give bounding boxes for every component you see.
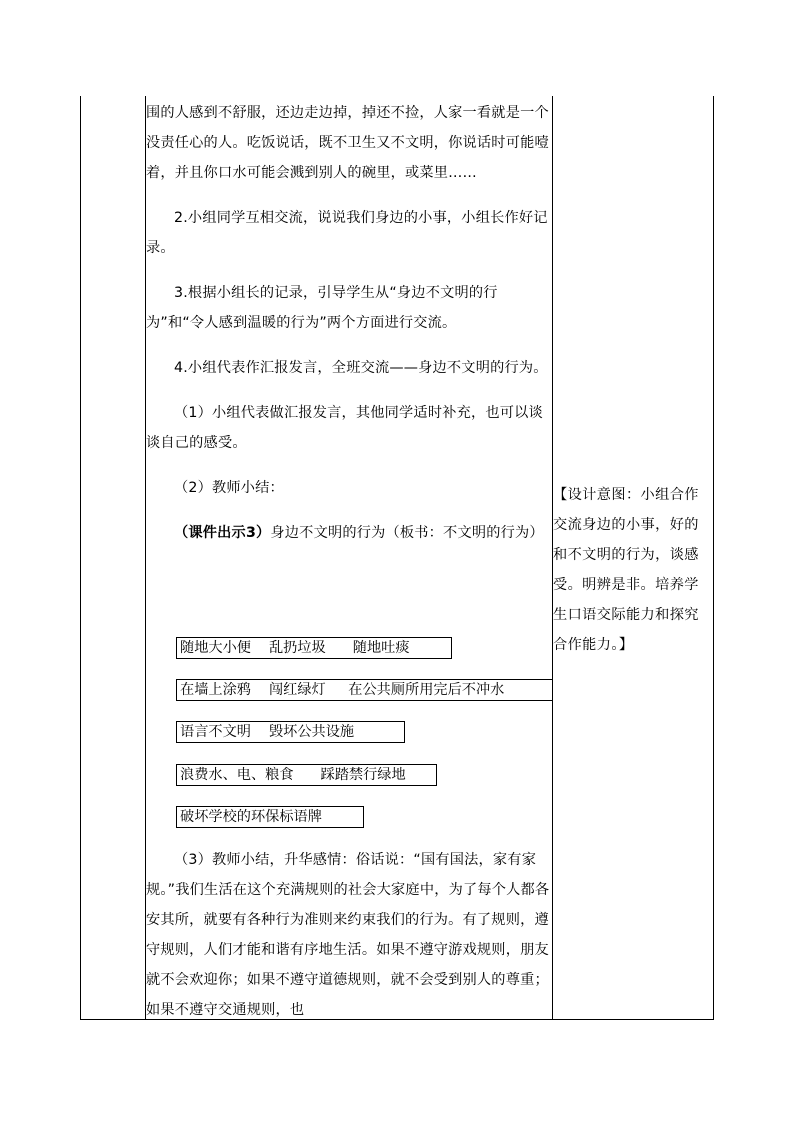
behavior-box-1: 随地大小便 乱扔垃圾 随地吐痰 (176, 637, 452, 659)
design-intent-text: 【设计意图：小组合作交流身边的小事，好的和不文明的行为，谈感受。明辨是非。培养学生口语交际能力和探究合作能力。】 (553, 487, 699, 653)
paragraph-8: （3）教师小结，升华感情：俗话说：“国有国法，家有家规。”我们生活在这个充满规则的社会大家庭中，为了每个人都各安其所，就要有各种行为准则来约束我们的行为。有了规则，遵守规则，人们才能和谐有序地生活。如果不遵守游戏规则，朋友就不会欢迎你；如果不遵守道德规则，就不会受到别人的尊重；如果不遵守交通规则，也 (146, 852, 550, 1018)
table-border-right (713, 96, 714, 1020)
table-border-left (80, 96, 81, 1020)
paragraph-7 (146, 518, 552, 548)
behavior-box-5: 破坏学校的环保标语牌 (176, 806, 364, 828)
behavior-box-2: 在墙上涂鸦 闯红绿灯 在公共厕所用完后不冲水 (176, 679, 553, 701)
paragraph-7-text: 身边不文明的行为（板书：不文明的行为） (270, 525, 544, 541)
paragraph-2: 2.小组同学互相交流，说说我们身边的小事，小组长作好记录。 (146, 210, 548, 256)
behavior-box-4: 浪费水、电、粮食 踩踏禁行绿地 (176, 764, 437, 786)
paragraph-1: 围的人感到不舒服，还边走边掉，掉还不捡，人家一看就是一个没责任心的人。吃饭说话，既不卫生又不文明，你说话时可能噎着，并且你口水可能会溅到别人的碗里，或菜里…… (146, 105, 549, 181)
paragraph-3: 3.根据小组长的记录，引导学生从“身边不文明的行为”和“令人感到温暖的行为”两个方面进行交流。 (146, 285, 498, 331)
behavior-box-3: 语言不文明 毁坏公共设施 (176, 721, 405, 743)
design-intent-note (553, 480, 713, 660)
summary-block (146, 845, 552, 1025)
paragraph-6: （2）教师小结： (174, 480, 284, 496)
paragraph-5: （1）小组代表做汇报发言，其他同学适时补充，也可以谈谈自己的感受。 (146, 405, 543, 451)
paragraph-4: 4.小组代表作汇报发言，全班交流——身边不文明的行为。 (174, 360, 548, 376)
courseware-label: （课件出示3） (174, 525, 271, 541)
lesson-content (146, 98, 552, 548)
